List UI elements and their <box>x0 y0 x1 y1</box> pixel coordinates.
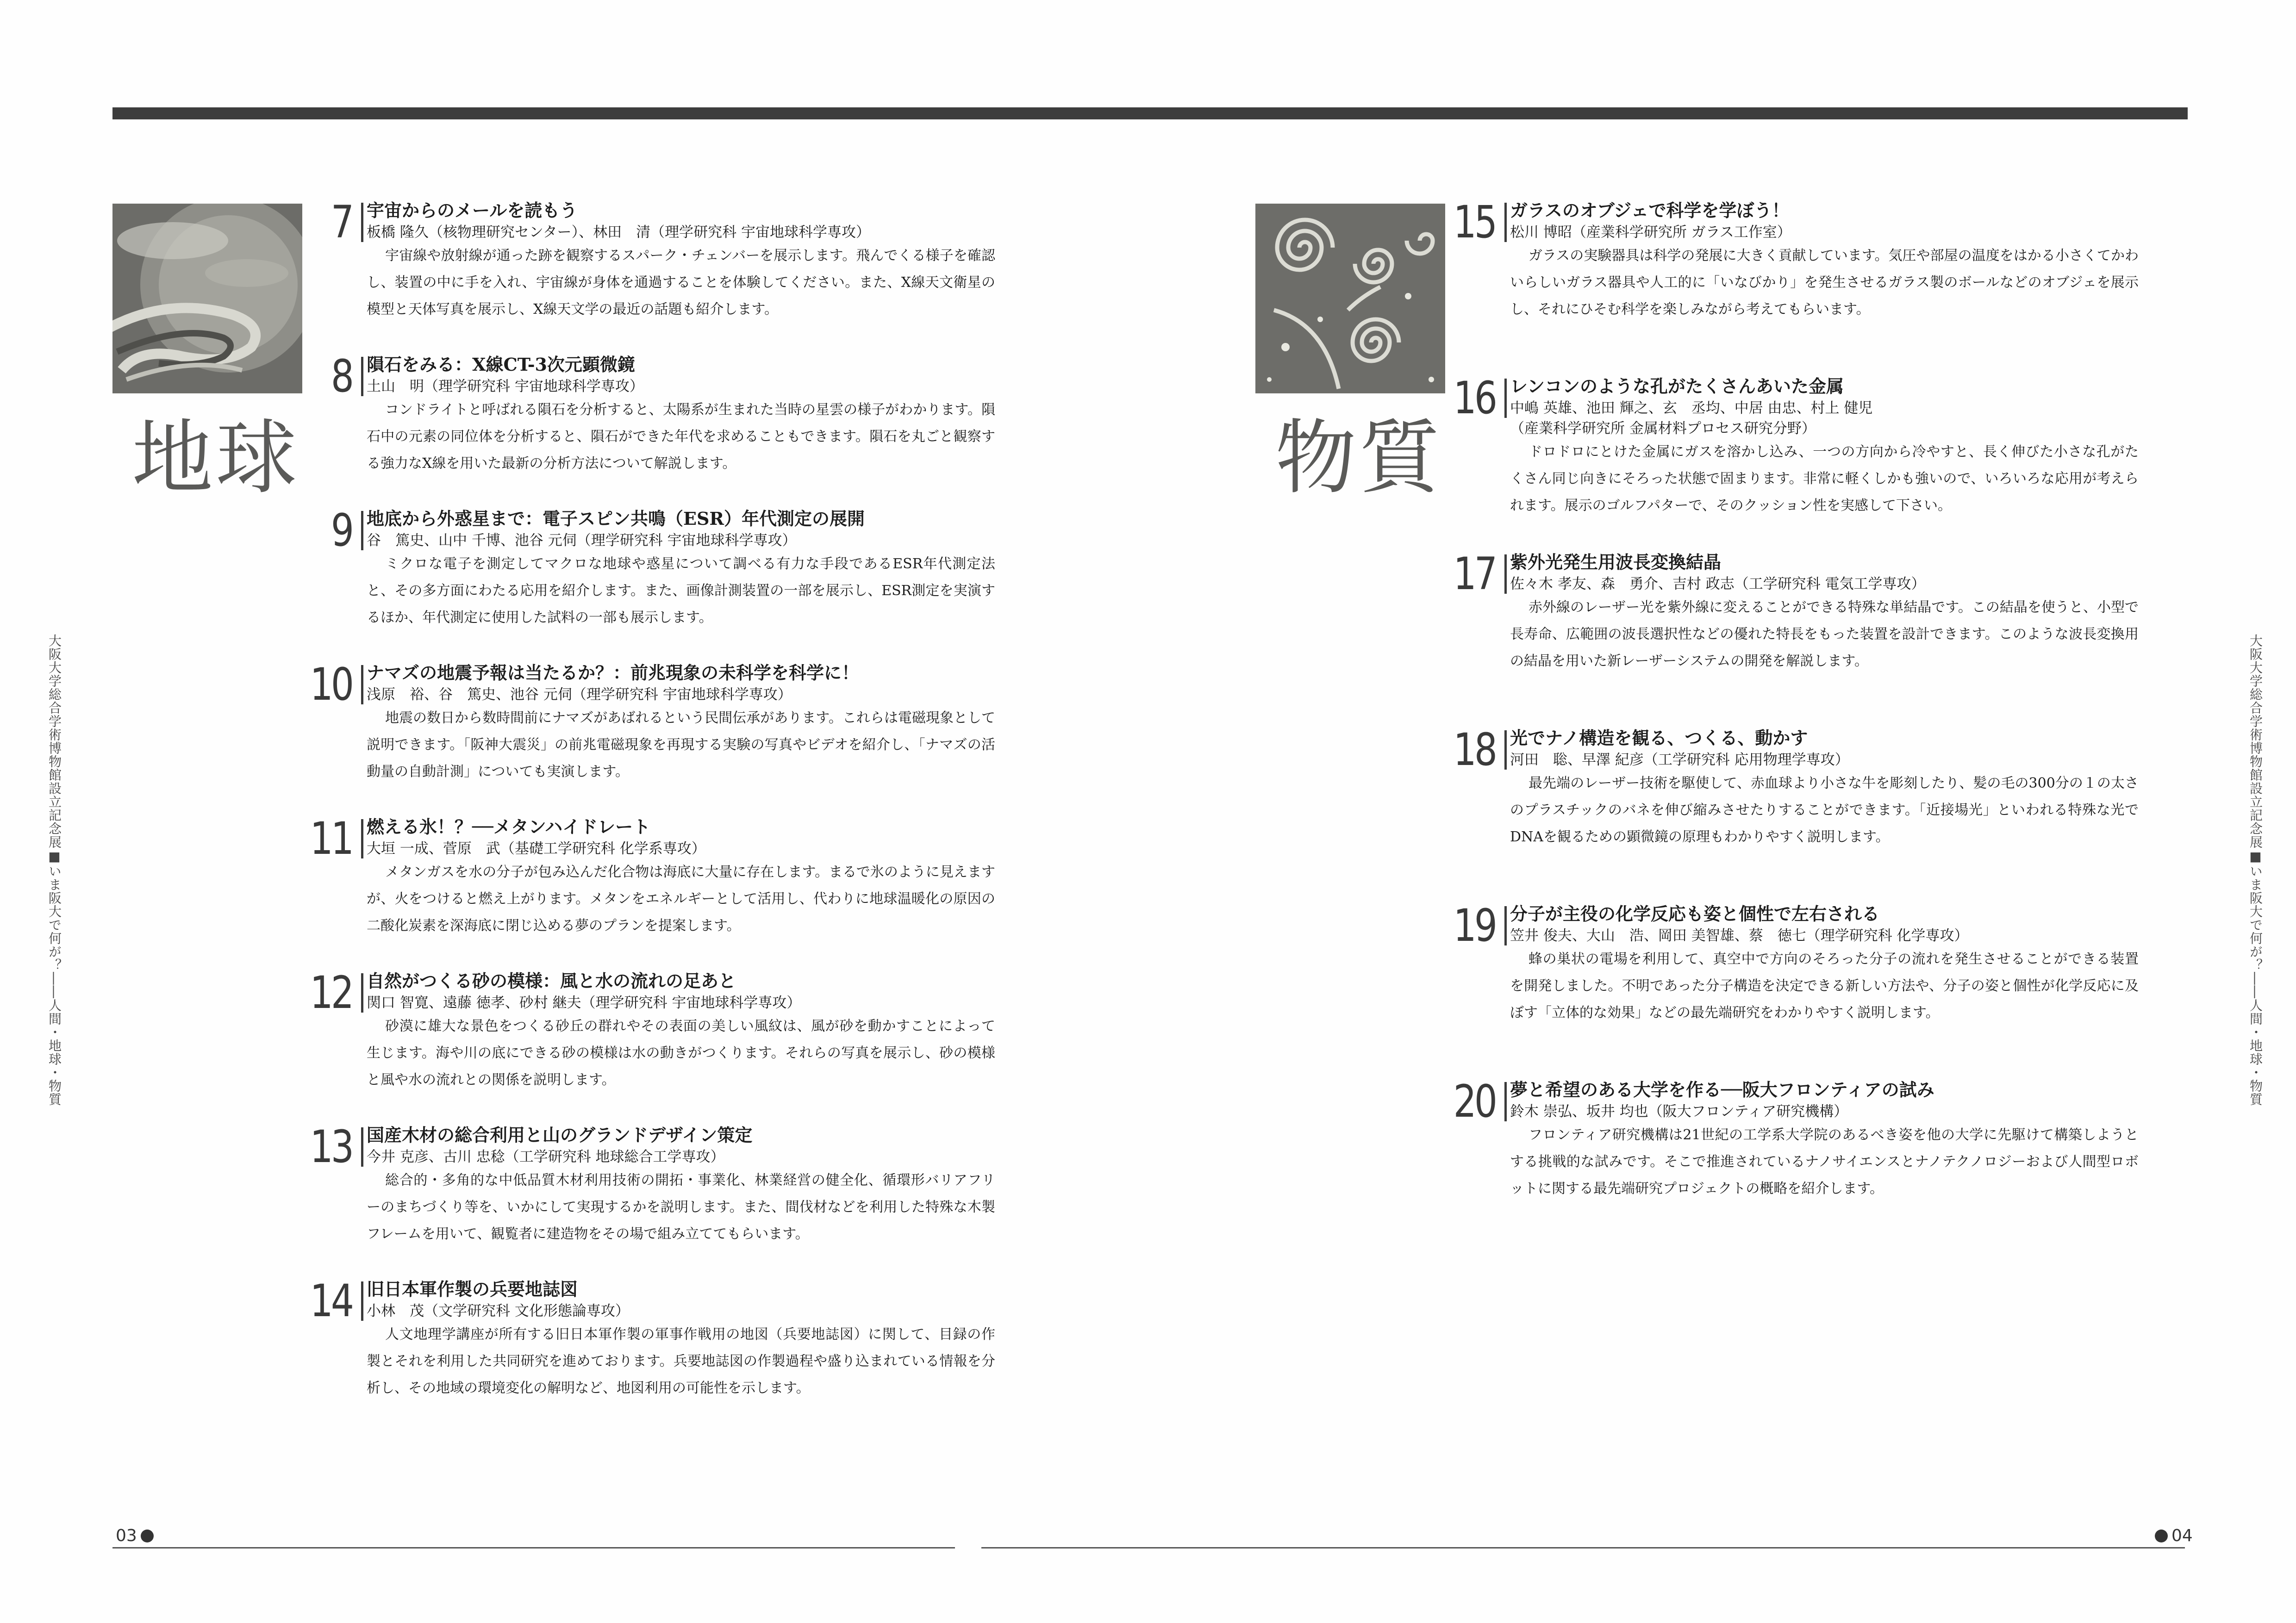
exhibit-entry <box>310 659 995 785</box>
exhibit-title: 自然がつくる砂の模様：風と水の流れの足あと <box>367 970 736 991</box>
sidebar-caption-right: 大阪大学総合学術博物館設立記念展■いま阪大で何が？――人間・地球・物質 <box>2248 634 2263 1106</box>
number-divider <box>1504 379 1507 418</box>
exhibit-authors: 鈴木 崇弘、坂井 均也（阪大フロンティア研究機構） <box>1510 1103 1848 1120</box>
exhibit-title: 分子が主役の化学反応も姿と個性で左右される <box>1510 903 1880 924</box>
exhibit-title: 燃える氷！？──メタンハイドレート <box>367 816 651 837</box>
exhibit-title: 宇宙からのメールを読もう <box>367 200 578 221</box>
exhibit-number: 8 <box>331 350 352 402</box>
exhibit-title: 地底から外惑星まで：電子スピン共鳴（ESR）年代測定の展開 <box>367 508 865 529</box>
exhibit-entry <box>1453 548 2139 675</box>
bullet-icon <box>2155 1530 2168 1542</box>
exhibit-number: 12 <box>310 967 352 1019</box>
number-divider <box>361 665 363 704</box>
exhibit-entry <box>1453 196 2139 323</box>
footer-rule-left <box>112 1547 955 1548</box>
exhibit-description: フロンティア研究機構は21世紀の工学系大学院のあるべき姿を他の大学に先駆けて構築しようとする挑戦的な試みです。そこで推進されているナノサイエンスとナノテクノロジーおよび人間型ロボットに関する最先端研究プロジェクトの概略を紹介します。 <box>1510 1127 2139 1197</box>
exhibit-title: 光でナノ構造を観る、つくる、動かす <box>1510 728 1808 748</box>
number-divider <box>1504 203 1507 242</box>
category-title-matter: 物質 <box>1275 411 1443 505</box>
exhibit-title: 国産木材の総合利用と山のグランドデザイン策定 <box>367 1125 753 1145</box>
number-divider <box>1504 906 1507 945</box>
exhibit-description: ガラスの実験器具は科学の発展に大きく貢献しています。気圧や部屋の温度をはかる小さくてかわいらしいガラス器具や人工的に「いなびかり」を発生させるガラス製のボールなどのオブジェを展示し、それにひそむ科学を楽しみながら考えてもらいます。 <box>1510 248 2139 317</box>
exhibit-description: 最先端のレーザー技術を駆使して、赤血球より小さな牛を彫刻したり、髪の毛の300分の１の太さのプラスチックのバネを伸び縮みさせたりすることができます。「近接場光」といわれる特殊な光でDNAを観るための顕微鏡の原理もわかりやすく説明します。 <box>1510 775 2139 845</box>
number-divider <box>361 511 363 550</box>
exhibit-entry <box>331 196 995 323</box>
page-number-right <box>2155 1526 2193 1545</box>
exhibit-authors: 板橋 隆久（核物理研究センター）、林田 清（理学研究科 宇宙地球科学専攻） <box>367 224 870 241</box>
exhibit-description: メタンガスを水の分子が包み込んだ化合物は海底に大量に存在します。まるで氷のように見えますが、火をつけると燃え上がります。メタンをエネルギーとして活用し、代わりに地球温暖化の原因の二酸化炭素を深海底に閉じ込める夢のプランを提案します。 <box>367 864 995 934</box>
exhibit-title: レンコンのような孔がたくさんあいた金属 <box>1510 376 1844 397</box>
exhibit-authors: 谷 篤史、山中 千博、池谷 元伺（理学研究科 宇宙地球科学専攻） <box>367 532 797 549</box>
exhibit-number: 14 <box>310 1275 352 1327</box>
exhibit-description: 蜂の巣状の電場を利用して、真空中で方向のそろった分子の流れを発生させることができる装置を開発しました。不明であった分子構造を決定できる新しい方法や、分子の姿と個性が化学反応に及ぼす「立体的な効果」などの最先端研究をわかりやすく説明します。 <box>1510 951 2139 1021</box>
footer-rule-right <box>981 1547 2185 1548</box>
exhibit-description: 地震の数日から数時間前にナマズがあばれるという民間伝承があります。これらは電磁現象として説明できます。「阪神大震災」の前兆電磁現象を再現する実験の写真やビデオを紹介し、「ナマズの活動量の自動計測」についても実演します。 <box>367 710 995 780</box>
exhibit-entry <box>310 1275 995 1402</box>
earth-motif-image <box>112 204 302 393</box>
exhibit-description: 赤外線のレーザー光を紫外線に変えることができる特殊な単結晶です。この結晶を使うと、小型で長寿命、広範囲の波長選択性などの優れた特長をもった装置を設計できます。このような波長変換用の結晶を用いた新レーザーシステムの開発を解説します。 <box>1510 599 2139 669</box>
exhibit-entry <box>1453 372 2139 519</box>
exhibit-number: 15 <box>1453 196 1495 248</box>
exhibit-entry <box>310 967 995 1094</box>
number-divider <box>361 1281 363 1321</box>
exhibit-number: 7 <box>331 196 352 248</box>
number-divider <box>361 357 363 396</box>
number-divider <box>361 973 363 1013</box>
exhibit-title: 旧日本軍作製の兵要地誌図 <box>367 1279 578 1300</box>
exhibit-number: 11 <box>310 813 352 864</box>
exhibit-title: 夢と希望のある大学を作る──阪大フロンティアの試み <box>1510 1079 1934 1100</box>
exhibit-title: 隕石をみる：X線CT-3次元顕微鏡 <box>367 354 635 375</box>
exhibit-title: 紫外光発生用波長変換結晶 <box>1510 552 1722 572</box>
exhibit-entry <box>1453 724 2139 851</box>
exhibit-authors: 河田 聡、早澤 紀彦（工学研究科 応用物理学専攻） <box>1510 752 1849 768</box>
exhibit-number: 17 <box>1453 548 1495 600</box>
matter-motif-image <box>1255 204 1445 393</box>
exhibit-entry <box>331 350 995 477</box>
page-number-left <box>116 1526 154 1545</box>
exhibit-number: 16 <box>1453 372 1495 424</box>
exhibit-number: 13 <box>310 1121 352 1173</box>
exhibit-authors: 関口 智寛、遠藤 徳孝、砂村 継夫（理学研究科 宇宙地球科学専攻） <box>367 995 801 1011</box>
exhibit-description: ミクロな電子を測定してマクロな地球や惑星について調べる有力な手段であるESR年代測定法と、その多方面にわたる応用を紹介します。また、画像計測装置の一部を展示し、ESR測定を実演するほか、年代測定に使用した試料の一部も展示します。 <box>367 556 995 626</box>
number-divider <box>1504 730 1507 770</box>
exhibit-authors: 笠井 俊夫、大山 浩、岡田 美智雄、蔡 徳七（理学研究科 化学専攻） <box>1510 927 1969 944</box>
exhibit-authors: 中嶋 英雄、池田 輝之、玄 丞均、中居 由忠、村上 健児 （産業科学研究所 金属材料プロセス研究分野） <box>1510 400 1873 437</box>
exhibit-entry <box>331 504 995 631</box>
page-number-text: 04 <box>2171 1526 2193 1545</box>
exhibit-authors: 今井 克彦、古川 忠稔（工学研究科 地球総合工学専攻） <box>367 1149 725 1165</box>
exhibit-description: ドロドロにとけた金属にガスを溶かし込み、一つの方向から冷やすと、長く伸びた小さな孔がたくさん同じ向きにそろった状態で固まります。非常に軽くしかも強いので、いろいろな応用が考えられます。展示のゴルフパターで、そのクッション性を実感して下さい。 <box>1510 444 2139 514</box>
number-divider <box>1504 554 1507 594</box>
exhibit-description: 宇宙線や放射線が通った跡を観察するスパーク・チェンバーを展示します。飛んでくる様子を確認し、装置の中に手を入れ、宇宙線が身体を通過することを体験してください。また、X線天文衛星の模型と天体写真を展示し、X線天文学の最近の話題も紹介します。 <box>367 248 995 317</box>
exhibit-title: ガラスのオブジェで科学を学ぼう！ <box>1510 200 1790 221</box>
exhibit-title: ナマズの地震予報は当たるか？：前兆現象の未科学を科学に！ <box>367 662 860 683</box>
exhibit-authors: 松川 博昭（産業科学研究所 ガラス工作室） <box>1510 224 1791 241</box>
number-divider <box>361 819 363 858</box>
exhibit-authors: 小林 茂（文学研究科 文化形態論専攻） <box>367 1303 630 1319</box>
exhibit-authors: 佐々木 孝友、森 勇介、吉村 政志（工学研究科 電気工学専攻） <box>1510 576 1926 592</box>
exhibit-entry <box>310 813 995 939</box>
exhibit-number: 18 <box>1453 724 1495 776</box>
bullet-icon <box>141 1530 154 1542</box>
number-divider <box>361 1127 363 1167</box>
exhibit-number: 10 <box>310 659 352 710</box>
number-divider <box>1504 1082 1507 1121</box>
exhibit-authors: 大垣 一成、菅原 武（基礎工学研究科 化学系専攻） <box>367 840 706 857</box>
exhibit-description: 砂漠に雄大な景色をつくる砂丘の群れやその表面の美しい風紋は、風が砂を動かすことによって生じます。海や川の底にできる砂の模様は水の動きがつくります。それらの写真を展示し、砂の模様と風や水の流れとの関係を説明します。 <box>367 1018 995 1088</box>
exhibit-description: コンドライトと呼ばれる隕石を分析すると、太陽系が生まれた当時の星雲の様子がわかります。隕石中の元素の同位体を分析すると、隕石ができた年代を求めることもできます。隕石を丸ごと観察する強力なX線を用いた最新の分析方法について解説します。 <box>367 402 995 472</box>
sidebar-caption-left: 大阪大学総合学術博物館設立記念展■いま阪大で何が？――人間・地球・物質 <box>47 634 62 1106</box>
exhibit-number: 19 <box>1453 900 1495 951</box>
exhibit-number: 9 <box>331 504 352 556</box>
exhibit-entry <box>310 1121 995 1248</box>
exhibit-entry <box>1453 900 2139 1026</box>
exhibit-description: 人文地理学講座が所有する旧日本軍作製の軍事作戦用の地図（兵要地誌図）に関して、目録の作製とそれを利用した共同研究を進めております。兵要地誌図の作製過程や盛り込まれている情報を分析し、その地域の環境変化の解明など、地図利用の可能性を示します。 <box>367 1326 995 1396</box>
category-title-earth: 地球 <box>132 411 299 505</box>
header-rule <box>112 107 2188 119</box>
exhibit-number: 20 <box>1453 1076 1495 1127</box>
exhibit-authors: 土山 明（理学研究科 宇宙地球科学専攻） <box>367 378 644 395</box>
number-divider <box>361 203 363 242</box>
exhibit-entry <box>1453 1076 2139 1202</box>
page-number-text: 03 <box>116 1526 137 1545</box>
exhibit-description: 総合的・多角的な中低品質木材利用技術の開拓・事業化、林業経営の健全化、循環形バリアフリーのまちづくり等を、いかにして実現するかを説明します。また、間伐材などを利用した特殊な木製フレームを用いて、観覧者に建造物をその場で組み立ててもらいます。 <box>367 1172 995 1242</box>
exhibit-authors: 浅原 裕、谷 篤史、池谷 元伺（理学研究科 宇宙地球科学専攻） <box>367 686 792 703</box>
